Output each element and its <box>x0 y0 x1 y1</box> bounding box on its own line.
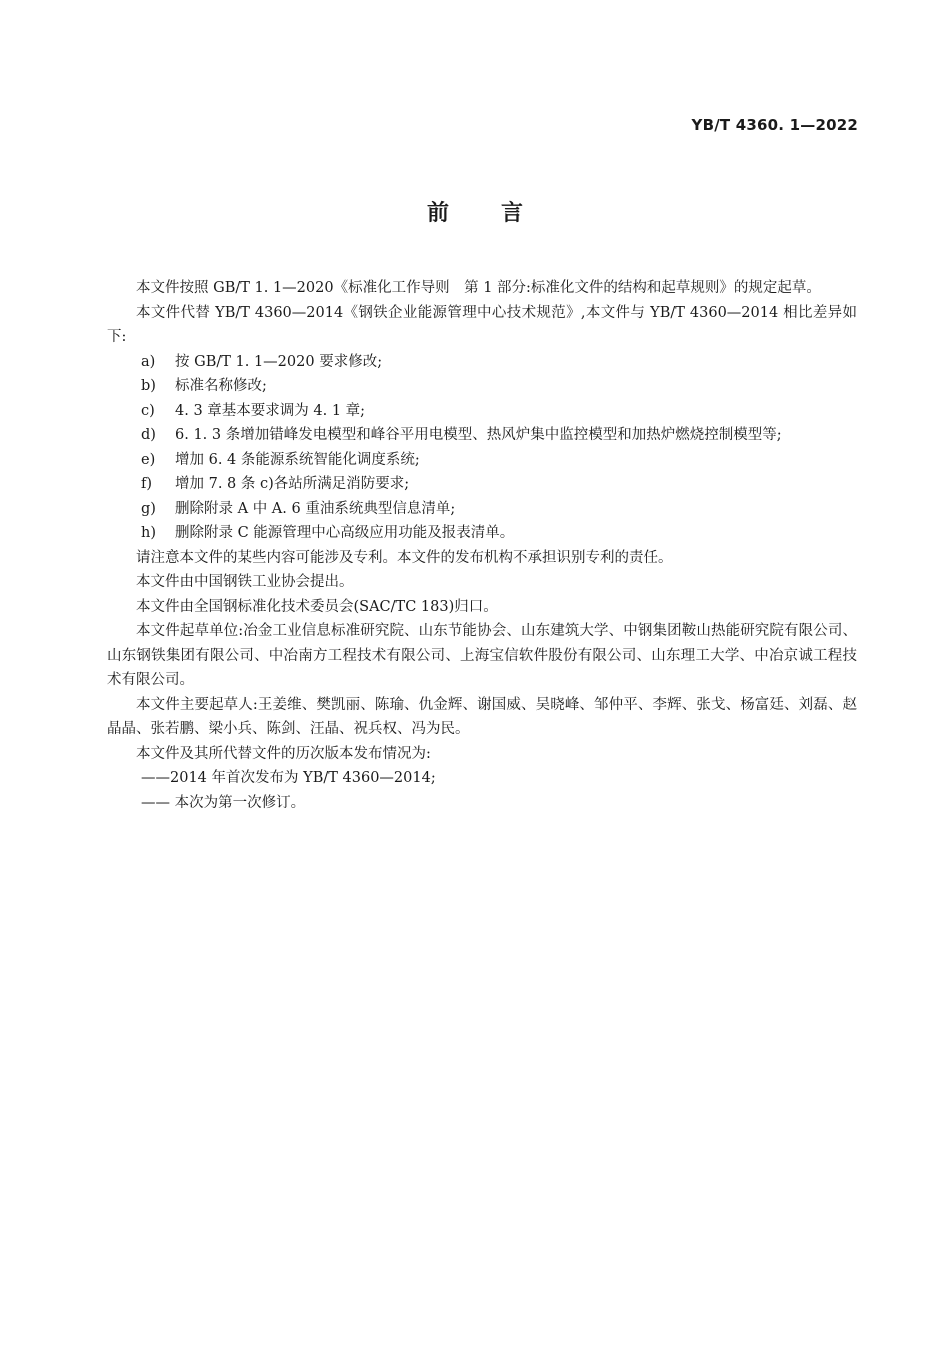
list-item <box>107 497 857 522</box>
page-title: 前言 <box>426 201 575 226</box>
list-text: 删除附录 C 能源管理中心高级应用功能及报表清单。 <box>175 525 515 541</box>
foreword-body <box>107 276 857 815</box>
list-marker: a) <box>141 353 156 370</box>
list-item <box>107 472 857 497</box>
list-item <box>107 350 857 375</box>
list-marker: b) <box>141 378 156 394</box>
list-marker: h) <box>141 525 156 541</box>
history-item: —— 本次为第一次修订。 <box>141 794 306 811</box>
list-text: 4. 3 章基本要求调为 4. 1 章; <box>175 402 366 419</box>
list-marker: f) <box>141 476 153 492</box>
paragraph-replacement: 本文件代替 YB/T 4360—2014《钢铁企业能源管理中心技术规范》,本文件与 YB/T 4360—2014 相比差异如下: <box>107 304 857 345</box>
paragraph-drafters: 本文件主要起草人:王姜维、樊凯丽、陈瑜、仇金辉、谢国威、吴晓峰、邹仲平、李辉、张戈、杨富廷、刘磊、赵晶晶、张若鹏、梁小兵、陈剑、汪晶、祝兵权、冯为民。 <box>107 696 857 737</box>
list-marker: d) <box>141 427 156 443</box>
list-text: 删除附录 A 中 A. 6 重油系统典型信息清单; <box>175 500 456 517</box>
paragraph-drafting-units: 本文件起草单位:冶金工业信息标准研究院、山东节能协会、山东建筑大学、中钢集团鞍山热能研究院有限公司、山东钢铁集团有限公司、中冶南方工程技术有限公司、上海宝信软件股份有限公司、山东理工大学、中冶京诚工程技术有限公司。 <box>107 623 857 688</box>
list-text: 6. 1. 3 条增加错峰发电模型和峰谷平用电模型、热风炉集中监控模型和加热炉燃烧控制模型等; <box>175 427 782 443</box>
paragraph-proposed-by: 本文件由中国钢铁工业协会提出。 <box>136 574 354 590</box>
list-item <box>107 521 857 546</box>
paragraph-administered-by: 本文件由全国钢标准化技术委员会(SAC/TC 183)归口。 <box>136 598 498 615</box>
history-item: ——2014 年首次发布为 YB/T 4360—2014; <box>141 770 436 786</box>
changes-list <box>107 350 857 546</box>
list-text: 增加 7. 8 条 c)各站所满足消防要求; <box>175 476 410 492</box>
list-item <box>107 374 857 399</box>
paragraph-patent-notice: 请注意本文件的某些内容可能涉及专利。本文件的发布机构不承担识别专利的责任。 <box>136 549 673 566</box>
list-item <box>107 423 857 448</box>
list-item <box>107 399 857 424</box>
list-item <box>107 448 857 473</box>
list-text: 按 GB/T 1. 1—2020 要求修改; <box>175 353 383 370</box>
paragraph-drafting-rules: 本文件按照 GB/T 1. 1—2020《标准化工作导则 第 1 部分:标准化文件的结构和起草规则》的规定起草。 <box>136 280 821 296</box>
list-marker: g) <box>141 500 156 517</box>
list-text: 标准名称修改; <box>175 378 267 394</box>
standard-code: YB/T 4360. 1—2022 <box>691 116 858 134</box>
paragraph-version-history: 本文件及其所代替文件的历次版本发布情况为: <box>136 745 431 762</box>
list-marker: c) <box>141 402 155 419</box>
list-marker: e) <box>141 451 156 468</box>
list-text: 增加 6. 4 条能源系统智能化调度系统; <box>175 451 420 468</box>
